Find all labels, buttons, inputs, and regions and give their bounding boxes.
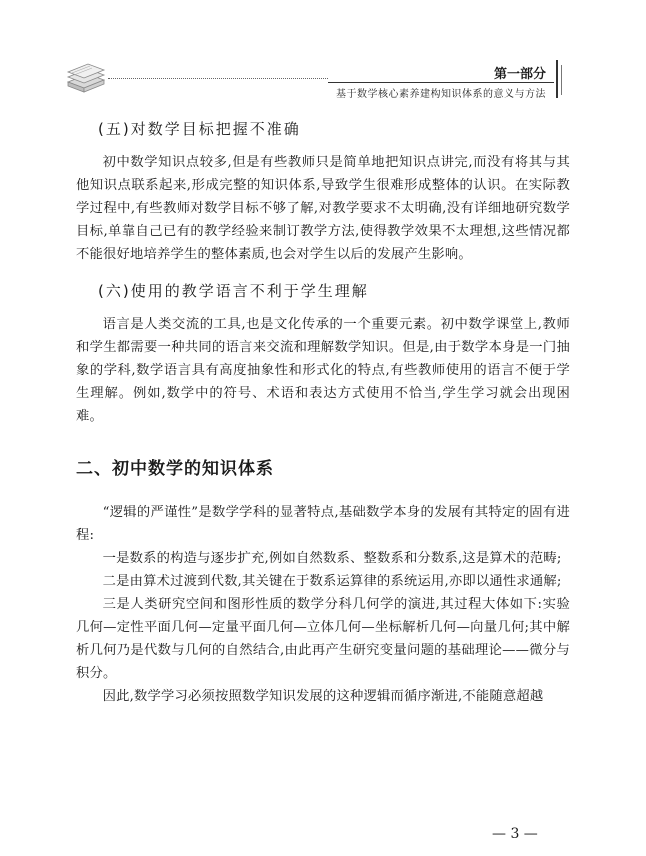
- header-rule: [328, 82, 554, 83]
- page-header: [0, 0, 646, 104]
- paragraph: 一是数系的构造与逐步扩充,例如自然数系、整数系和分数系,这是算术的范畴;: [102, 551, 562, 566]
- header-vertical-bar: [556, 60, 558, 98]
- paragraph: 因此,数学学习必须按照数学知识发展的这种逻辑而循序渐进,不能随意超越: [102, 689, 544, 704]
- paragraph: 初中数学知识点较多,但是有些教师只是简单地把知识点讲完,而没有将其与其他知识点联系起来,形成完整的知识体系,导致学生很难形成整体的认识。在实际教学过程中,有些教师对数学目标不够了解,对教学要求不太明确,没有详细地研究数学目标,单靠自己已有的教学经验来制订教学方法,使得教学效果不太理想,这些情况都不能很好地培养学生的整体素质,也会对学生以后的发展产生影响。: [76, 155, 570, 262]
- header-dotted-rule: [108, 78, 328, 79]
- paragraph: 语言是人类交流的工具,也是文化传承的一个重要元素。初中数学课堂上,教师和学生都需要一种共同的语言来交流和理解数学知识。但是,由于数学本身是一门抽象的学科,数学语言具有高度抽象性和形式化的特点,有些教师使用的语言不便于学生理解。例如,数学中的符号、术语和表达方式使用不恰当,学生学习就会出现困难。: [76, 317, 570, 424]
- subheading-five: (五)对数学目标把握不准确: [98, 120, 301, 138]
- book-stack-icon: [66, 60, 106, 96]
- header-vertical-bar-thin: [561, 65, 562, 95]
- page-body: [76, 118, 570, 708]
- subheading-six: (六)使用的教学语言不利于学生理解: [98, 282, 369, 300]
- paragraph: 三是人类研究空间和图形性质的数学分科几何学的演进,其过程大体如下:实验几何—定性平面几何—定量平面几何—立体几何—坐标解析几何—向量几何;其中解析几何乃是代数与几何的自然结合,由此再产生研究变量问题的基础理论——微分与积分。: [76, 597, 570, 681]
- header-subtitle: 基于数学核心素养建构知识体系的意义与方法: [336, 89, 546, 100]
- page-number: — 3 —: [492, 826, 538, 842]
- paragraph: 二是由算术过渡到代数,其关键在于数系运算律的系统运用,亦即以通性求通解;: [102, 574, 562, 589]
- section-heading: 二、初中数学的知识体系: [76, 459, 274, 479]
- paragraph: “逻辑的严谨性”是数学学科的显著特点,基础数学本身的发展有其特定的固有进程:: [76, 505, 570, 543]
- part-label: 第一部分: [493, 67, 546, 82]
